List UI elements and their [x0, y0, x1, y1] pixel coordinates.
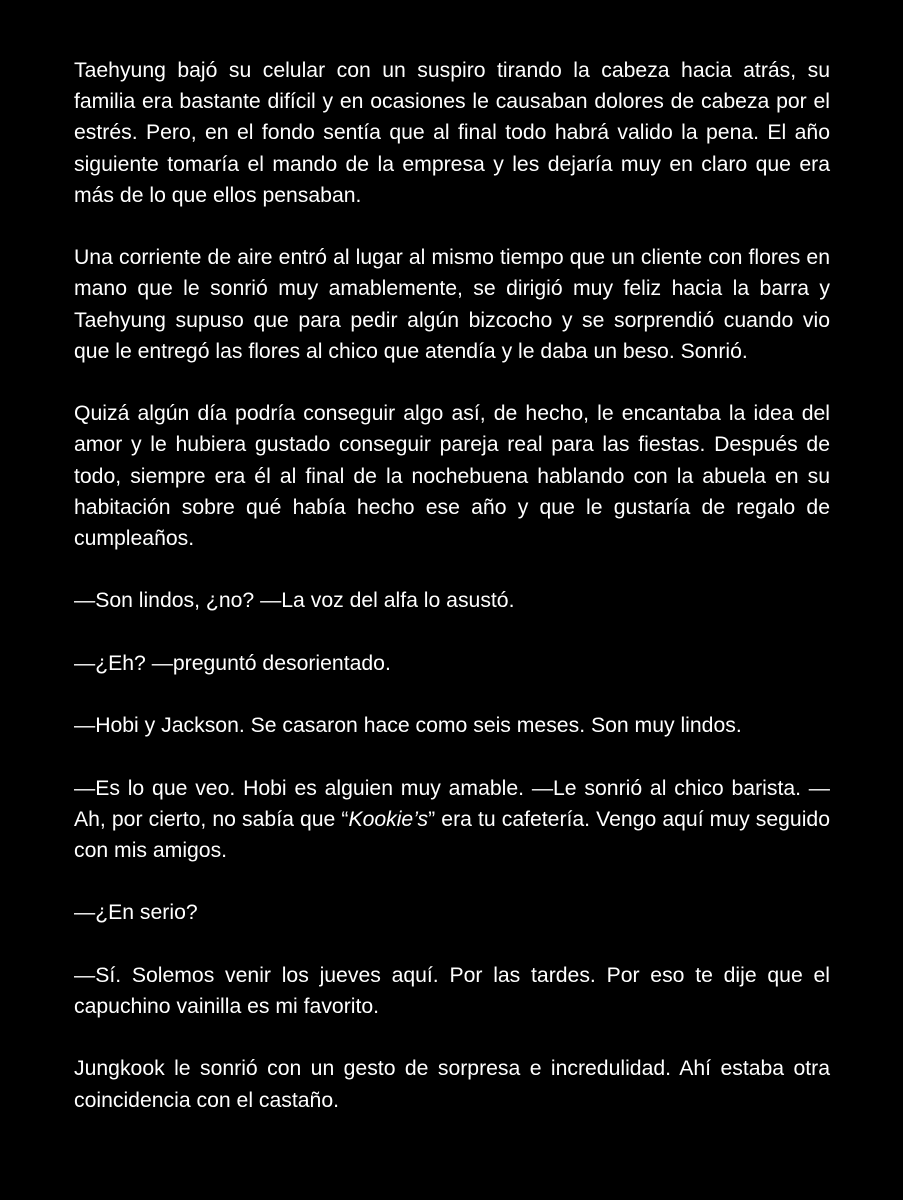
paragraph-jungkook-smile: Jungkook le sonrió con un gesto de sorpresa e incredulidad. Ahí estaba otra coincidencia con el castaño.: [74, 1057, 830, 1112]
dialogue-eh: —¿Eh? —preguntó desorientado.: [74, 651, 391, 675]
cafe-name-italic: Kookie’s: [348, 807, 429, 831]
dialogue-hobi-jackson: —Hobi y Jackson. Se casaron hace como seis meses. Son muy lindos.: [74, 714, 742, 738]
dialogue-es-lo-que-veo: [74, 773, 830, 867]
paragraph-love-idea: Quizá algún día podría conseguir algo así, de hecho, le encantaba la idea del amor y le hubiera gustado conseguir pareja real para las fiestas. Después de todo, siempre era él al final de la nochebuena hablando con la abuela en su habitación sobre qué había hecho ese año y que le gustaría de regalo de cumpleaños.: [74, 402, 830, 551]
paragraph-taehyung-phone: Taehyung bajó su celular con un suspiro tirando la cabeza hacia atrás, su familia era bastante difícil y en ocasiones le causaban dolores de cabeza por el estrés. Pero, en el fondo sentía que al final todo habrá valido la pena. El año siguiente tomaría el mando de la empresa y les dejaría muy en claro que era más de lo que ellos pensaban.: [74, 59, 830, 207]
dialogue-part-before: —Es lo que veo. Hobi es alguien muy amable. —Le sonrió al chico barista. —Ah, por cierto, no sabía que “: [74, 776, 830, 831]
dialogue-part-after: ” era tu cafetería. Vengo aquí muy seguido con mis amigos.: [74, 807, 830, 862]
story-text: [74, 55, 830, 1147]
dialogue-son-lindos: —Son lindos, ¿no? —La voz del alfa lo asustó.: [74, 589, 515, 613]
dialogue-solemos-venir: —Sí. Solemos venir los jueves aquí. Por las tardes. Por eso te dije que el capuchino vainilla es mi favorito.: [74, 963, 830, 1018]
paragraph-flowers-customer: Una corriente de aire entró al lugar al mismo tiempo que un cliente con flores en mano que le sonrió muy amablemente, se dirigió muy feliz hacia la barra y Taehyung supuso que para pedir algún bizcocho y se sorprendió cuando vio que le entregó las flores al chico que atendía y le daba un beso. Sonrió.: [74, 246, 830, 363]
dialogue-en-serio: —¿En serio?: [74, 901, 198, 925]
